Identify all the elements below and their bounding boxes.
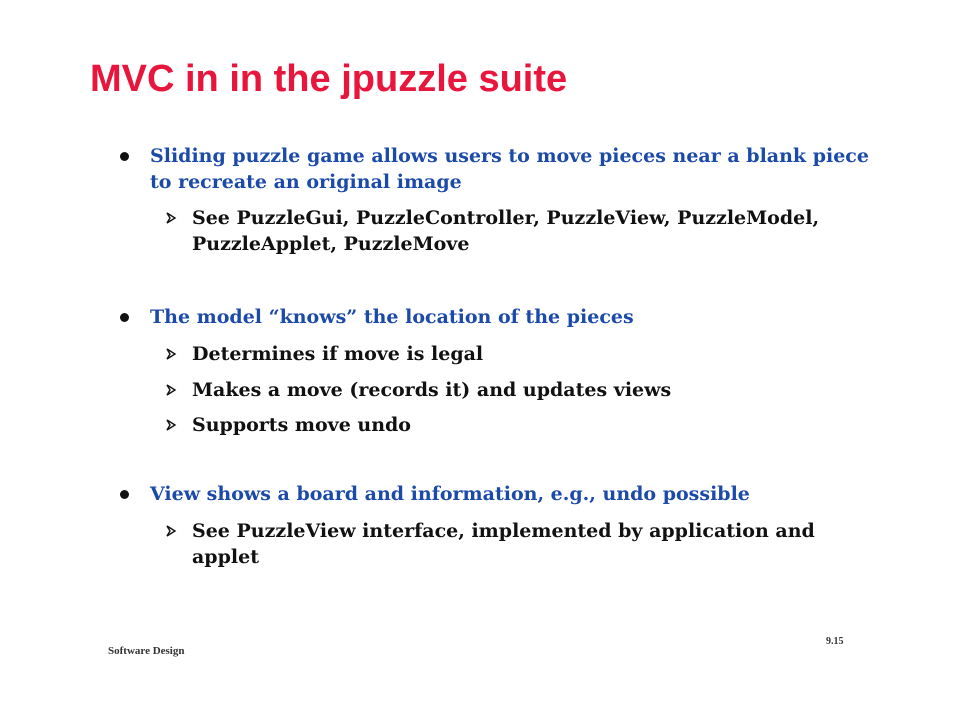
bullet-icon bbox=[120, 490, 129, 499]
footer-course-name: Software Design bbox=[108, 645, 185, 657]
sub-bullet-text: Supports move undo bbox=[192, 414, 411, 436]
arrow-bullet-icon bbox=[165, 348, 177, 360]
sub-bullet-text: See PuzzleView interface, implemented by application and applet bbox=[192, 520, 815, 568]
bullet-icon bbox=[120, 313, 129, 322]
bullet-text: View shows a board and information, e.g., undo possible bbox=[150, 483, 750, 505]
slide-number: 9.15 bbox=[826, 636, 844, 647]
slide-title: MVC in in the jpuzzle suite bbox=[90, 58, 568, 100]
sub-bullet-text: Makes a move (records it) and updates views bbox=[192, 379, 672, 401]
bullet-text: The model “knows” the location of the pieces bbox=[150, 306, 634, 328]
bullet-text: Sliding puzzle game allows users to move pieces near a blank piece to recreate an original image bbox=[150, 145, 869, 193]
sub-bullet-text: Determines if move is legal bbox=[192, 343, 484, 365]
sub-bullet-text: See PuzzleGui, PuzzleController, PuzzleView, PuzzleModel, PuzzleApplet, PuzzleMove bbox=[192, 207, 820, 255]
arrow-bullet-icon bbox=[165, 212, 177, 224]
arrow-bullet-icon bbox=[165, 525, 177, 537]
arrow-bullet-icon bbox=[165, 419, 177, 431]
bullet-icon bbox=[120, 152, 129, 161]
arrow-bullet-icon bbox=[165, 384, 177, 396]
